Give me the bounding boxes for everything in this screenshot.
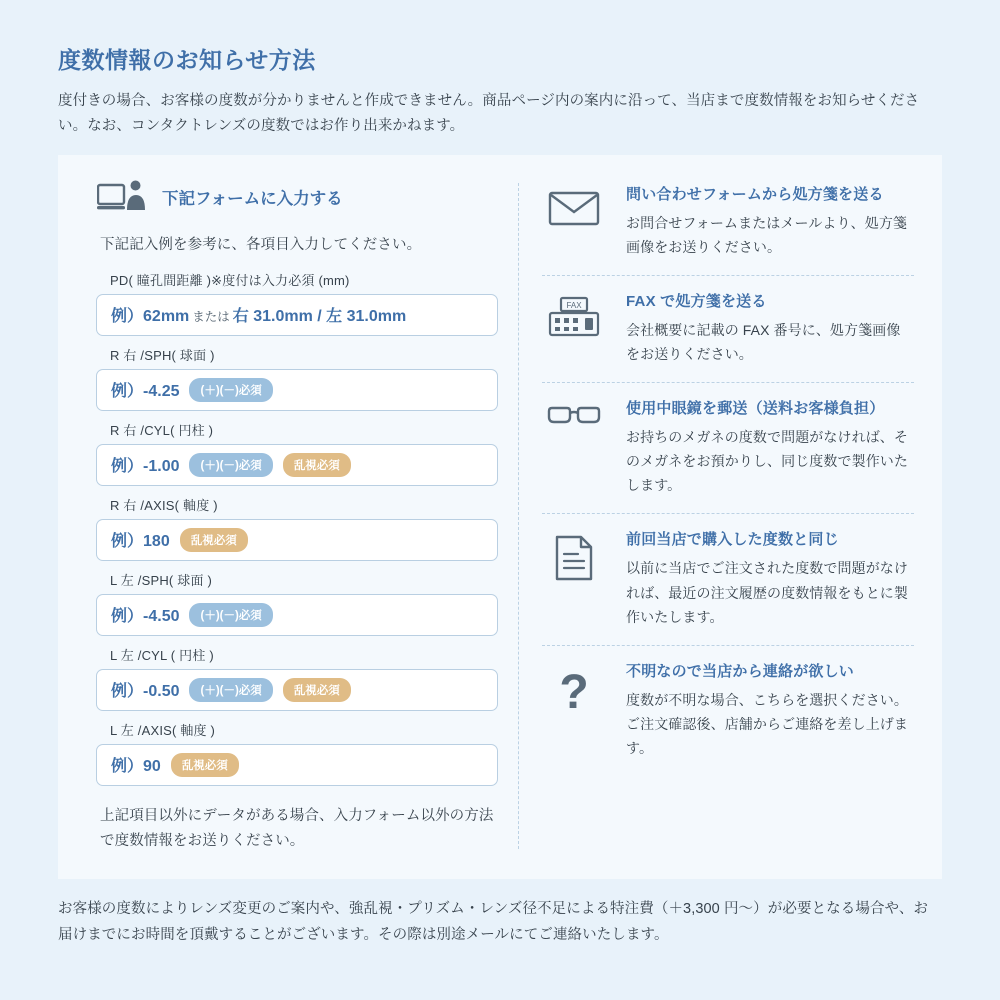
field-example: 例）-1.00 xyxy=(111,458,180,476)
method-title: 前回当店で購入した度数と同じ xyxy=(626,531,839,549)
field-l-cyl xyxy=(96,645,498,711)
column-divider xyxy=(518,183,520,849)
field-label: L 左 /CYL ( 円柱 ) xyxy=(110,647,214,663)
page-lead-text: 度付きの場合、お客様の度数が分かりませんと作成できません。商品ページ内の案内に沿って、当店まで度数情報をお知らせください。なお、コンタクトレンズの度数ではお作り出来かねます。 xyxy=(58,93,920,134)
method-body xyxy=(626,528,914,628)
form-input-icon xyxy=(96,179,148,215)
glasses-icon xyxy=(542,397,606,497)
method-text: 以前に当店でご注文された度数で問題がなければ、最近の注文履歴の度数情報をもとに製作いたします。 xyxy=(626,560,908,625)
tag-required-astigmatism: 乱視必須 xyxy=(283,453,351,477)
field-example: 例）90 xyxy=(111,758,161,776)
svg-text:FAX: FAX xyxy=(566,301,582,311)
l-sph-input[interactable] xyxy=(96,594,498,636)
fax-icon xyxy=(542,290,606,366)
method-item-mail-glasses[interactable] xyxy=(542,383,914,514)
form-column xyxy=(78,179,508,853)
tag-required-sign: (＋)(－)必須 xyxy=(189,453,272,477)
field-label: L 左 /AXIS( 軸度 ) xyxy=(110,722,216,738)
svg-text:?: ? xyxy=(559,665,589,716)
field-r-cyl xyxy=(96,420,498,486)
tag-required-astigmatism: 乱視必須 xyxy=(283,678,351,702)
tag-required-astigmatism: 乱視必須 xyxy=(171,753,239,777)
field-example: 例）180 xyxy=(111,533,170,551)
tag-required-astigmatism: 乱視必須 xyxy=(180,528,248,552)
form-column-footer: 上記項目以外にデータがある場合、入力フォーム以外の方法で度数情報をお送りください。 xyxy=(100,807,494,849)
field-l-axis xyxy=(96,720,498,786)
method-text: お問合せフォームまたはメールより、処方箋画像をお送りください。 xyxy=(626,214,908,255)
methods-column xyxy=(542,179,922,853)
field-label: PD( 瞳孔間距離 )※度付は入力必須 (mm) xyxy=(110,272,350,288)
method-body xyxy=(626,183,914,259)
method-item-unknown[interactable] xyxy=(542,646,914,776)
method-title: 問い合わせフォームから処方箋を送る xyxy=(626,185,884,203)
question-mark-icon xyxy=(542,660,606,760)
r-cyl-input[interactable] xyxy=(96,444,498,486)
method-body xyxy=(626,397,914,497)
method-title: 不明なので当店から連絡が欲しい xyxy=(626,662,855,680)
page-title: 度数情報のお知らせ方法 xyxy=(58,47,316,73)
field-label: R 右 /AXIS( 軸度 ) xyxy=(110,497,218,513)
field-example: 例）62mm または 右 31.0mm / 左 31.0mm xyxy=(111,308,407,326)
tag-required-sign: (＋)(－)必須 xyxy=(189,603,272,627)
field-r-axis xyxy=(96,495,498,561)
field-label: R 右 /CYL( 円柱 ) xyxy=(110,422,214,438)
l-cyl-input[interactable] xyxy=(96,669,498,711)
field-example: 例）-0.50 xyxy=(111,683,180,701)
r-sph-input[interactable] xyxy=(96,369,498,411)
r-axis-input[interactable] xyxy=(96,519,498,561)
document-icon xyxy=(542,528,606,628)
form-column-heading: 下記フォームに入力する xyxy=(162,189,343,208)
form-column-header xyxy=(96,179,498,215)
method-title: FAX で処方箋を送る xyxy=(626,293,767,311)
method-body xyxy=(626,290,914,366)
field-label: R 右 /SPH( 球面 ) xyxy=(110,347,215,363)
method-body xyxy=(626,660,914,760)
field-pd xyxy=(96,270,498,336)
method-item-fax[interactable] xyxy=(542,276,914,383)
method-text: 度数が不明な場合、こちらを選択ください。ご注文確認後、店舗からご連絡を差し上げます。 xyxy=(626,691,908,756)
field-example: 例）-4.50 xyxy=(111,608,180,626)
envelope-icon xyxy=(542,183,606,259)
content-panel xyxy=(58,155,942,879)
method-title: 使用中眼鏡を郵送（送料お客様負担） xyxy=(626,400,885,418)
pd-input[interactable] xyxy=(96,294,498,336)
method-item-previous-order[interactable] xyxy=(542,514,914,645)
field-r-sph xyxy=(96,345,498,411)
method-item-form[interactable] xyxy=(542,179,914,276)
field-example: 例）-4.25 xyxy=(111,383,180,401)
form-column-subheading: 下記記入例を参考に、各項目入力してください。 xyxy=(100,236,422,253)
page-footnote: お客様の度数によりレンズ変更のご案内や、強乱視・プリズム・レンズ径不足による特注費（＋3,300 円〜）が必要となる場合や、お届けまでにお時間を頂戴することがございます。その際は別途メールにてご連絡いたします。 xyxy=(58,901,929,943)
method-text: 会社概要に記載の FAX 番号に、処方箋画像をお送りください。 xyxy=(626,322,901,363)
method-text: お持ちのメガネの度数で問題がなければ、そのメガネをお預かりし、同じ度数で製作いたします。 xyxy=(626,429,908,494)
field-label: L 左 /SPH( 球面 ) xyxy=(110,572,212,588)
tag-required-sign: (＋)(－)必須 xyxy=(189,378,272,402)
l-axis-input[interactable] xyxy=(96,744,498,786)
field-l-sph xyxy=(96,570,498,636)
tag-required-sign: (＋)(－)必須 xyxy=(189,678,272,702)
